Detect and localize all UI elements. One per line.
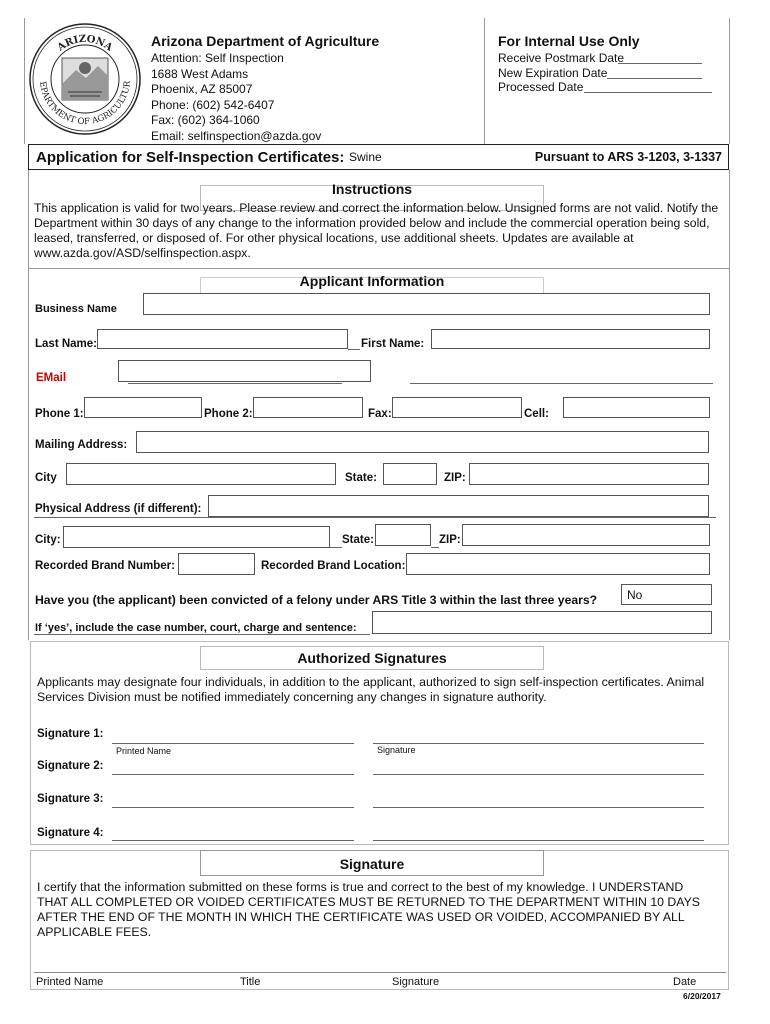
title-bar [28, 144, 729, 170]
address-line: Attention: Self Inspection [151, 51, 284, 65]
business-name-field[interactable] [143, 293, 710, 315]
signature2-sig-line[interactable] [373, 774, 704, 775]
felony-answer-value: No [627, 588, 643, 602]
receive-postmark-label: Receive Postmark Date [498, 51, 625, 65]
frame-left [24, 18, 25, 144]
mailing-address-label: Mailing Address: [35, 439, 128, 451]
first-name-field[interactable] [431, 329, 710, 349]
zip2-field[interactable] [462, 524, 710, 546]
address-line: Email: selfinspection@azda.gov [151, 128, 322, 143]
zip2-label: ZIP: [439, 534, 461, 546]
phone2-field[interactable] [253, 397, 363, 418]
first-name-label: First Name: [361, 338, 425, 350]
email-underline [128, 383, 342, 384]
instructions-text: This application is valid for two years. Please review and correct the information below. Unsigned forms are not valid. Notify the Department within 30 days of any change to the information provided below and include the commercial operation being sold, leased, transferred, or disposed of. For other physical locations, use additional sheets. Updates are available at www.azda.gov/ASD/selfinspection.aspx. [34, 201, 719, 260]
application-title: Application for Self-Inspection Certificates: [36, 149, 345, 166]
cell-label: Cell: [524, 408, 549, 420]
final-printed-name-label: Printed Name [36, 976, 104, 988]
brand-location-field[interactable] [406, 553, 710, 575]
frame-right-body [729, 170, 730, 640]
email-extra-underline [410, 383, 713, 384]
felony-detail-label: If ‘yes’, include the case number, court, charge and sentence: [35, 622, 357, 634]
instructions-heading: Instructions [331, 181, 413, 197]
state2-label: State: [342, 534, 374, 546]
state-label: State: [345, 472, 377, 484]
cell-field[interactable] [563, 397, 710, 418]
svg-text:ARIZONA [55, 34, 115, 54]
physical-address-underline [34, 517, 716, 518]
authorized-text: Applicants may designate four individuals, in addition to the applicant, authorized to sign self-inspection certificates. Animal Services Division must be notified immediately concerning any changes in signature authority. [37, 675, 705, 704]
signature3-name-line[interactable] [112, 807, 354, 808]
zip-label: ZIP: [444, 472, 466, 484]
address-line: Phone: (602) 542-6407 [151, 97, 275, 112]
last-name-label: Last Name: [35, 338, 97, 350]
brand-location-label: Recorded Brand Location: [261, 560, 406, 572]
brand-number-label: Recorded Brand Number: [35, 560, 175, 572]
physical-address-label: Physical Address (if different): [35, 503, 202, 515]
seal-top-text: ARIZONA [55, 33, 115, 54]
address-line: 1688 West Adams [151, 66, 249, 81]
final-date-label: Date [673, 976, 697, 988]
signature-caption: Signature [377, 745, 416, 755]
signature-certification-text: I certify that the information submitted on these forms is true and correct to the best of my knowledge. I UNDERSTAND THAT ALL COMPLETED OR VOIDED CERTIFICATES MUST BE RETURNED TO THE DEPARTMENT WITHIN 10 DAYS AFTER THE END OF THE MONTH IN WHICH THE CERTIFICATE WAS USED OR VOIDED, ACCOMPANIED BY ALL APPLICABLE FEES. [37, 880, 701, 939]
city-field[interactable] [66, 463, 336, 485]
final-title-label: Title [240, 976, 261, 988]
last-name-field[interactable] [97, 329, 348, 349]
printed-name-caption: Printed Name [116, 746, 172, 756]
fax-field[interactable] [392, 397, 522, 418]
state2-field[interactable] [375, 524, 431, 546]
felony-detail-underline [34, 634, 370, 635]
address-line: Fax: (602) 364-1060 [151, 113, 260, 127]
signature4-label: Signature 4: [37, 827, 104, 839]
signature4-sig-line[interactable] [373, 840, 704, 841]
city2-label: City: [35, 534, 61, 546]
city2-underline [330, 547, 342, 548]
signature4-name-line[interactable] [112, 840, 354, 841]
felony-detail-field[interactable] [372, 611, 712, 634]
signature1-name-line[interactable] [112, 743, 354, 744]
city2-field[interactable] [63, 526, 330, 548]
business-name-label: Business Name [35, 303, 117, 315]
zip-field[interactable] [469, 463, 709, 485]
state2-underline [431, 547, 439, 548]
fax-label: Fax: [368, 408, 392, 420]
address-block [151, 51, 321, 144]
application-type-value[interactable]: Swine [349, 150, 382, 164]
felony-answer-field[interactable] [621, 584, 712, 605]
brand-number-field[interactable] [178, 553, 255, 575]
seal-ring-text: EPARTMENT OF AGRICULTUR [37, 80, 134, 128]
signature1-sig-line[interactable] [373, 743, 704, 744]
last-name-underline [348, 349, 360, 350]
signature3-sig-line[interactable] [373, 807, 704, 808]
new-expiration-label: New Expiration Date [498, 66, 608, 80]
email-field[interactable] [118, 360, 371, 382]
form-version-date: 6/20/2017 [683, 991, 721, 1001]
internal-use-title: For Internal Use Only [498, 33, 640, 49]
frame-mid [484, 18, 485, 144]
signature2-name-line[interactable] [112, 774, 354, 775]
new-expiration-line[interactable] [607, 78, 702, 79]
processed-line[interactable] [584, 92, 712, 93]
state-field[interactable] [383, 463, 437, 485]
signature2-label: Signature 2: [37, 760, 104, 772]
mailing-address-field[interactable] [136, 431, 709, 453]
city-label: City [35, 472, 57, 484]
final-signature-line[interactable] [34, 972, 726, 973]
email-label: EMail [36, 372, 67, 384]
authorized-heading: Authorized Signatures [297, 650, 447, 666]
frame-right [729, 18, 730, 144]
signature3-label: Signature 3: [37, 793, 104, 805]
phone1-label: Phone 1: [35, 408, 84, 420]
felony-question: Have you (the applicant) been convicted of a felony under ARS Title 3 within the last three years? [35, 593, 598, 607]
final-signature-label: Signature [392, 976, 440, 988]
applicant-heading: Applicant Information [299, 273, 445, 289]
signature-heading: Signature [339, 856, 405, 872]
phone1-field[interactable] [84, 397, 202, 418]
receive-postmark-line[interactable] [618, 63, 702, 64]
department-seal [28, 22, 142, 136]
phone2-label: Phone 2: [204, 408, 253, 420]
instructions-divider [28, 268, 729, 269]
frame-left-body [28, 170, 29, 640]
signature1-label: Signature 1: [37, 728, 104, 740]
physical-address-field[interactable] [208, 495, 709, 517]
department-name: Arizona Department of Agriculture [151, 33, 380, 49]
processed-label: Processed Date [498, 80, 584, 94]
pursuant-text: Pursuant to ARS 3-1203, 3-1337 [534, 150, 722, 164]
address-line: Phoenix, AZ 85007 [151, 82, 253, 96]
